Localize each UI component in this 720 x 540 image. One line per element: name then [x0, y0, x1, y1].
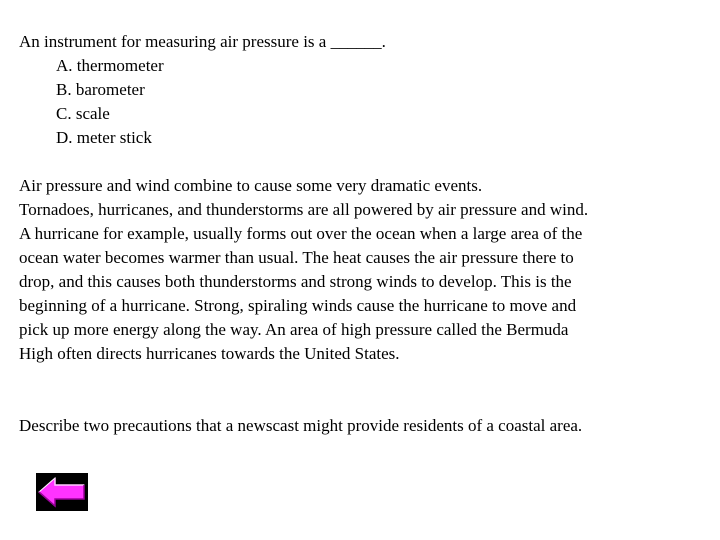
question-text: An instrument for measuring air pressure is a ______.	[19, 32, 386, 51]
passage-line: Air pressure and wind combine to cause some very dramatic events.	[19, 176, 483, 195]
passage	[19, 174, 709, 366]
option-a: A. thermometer	[56, 56, 164, 75]
left-arrow-icon	[36, 473, 88, 511]
option-d: D. meter stick	[56, 128, 152, 147]
passage-line: ocean water becomes warmer than usual. The heat causes the air pressure there to	[19, 248, 574, 267]
option-b: B. barometer	[56, 80, 145, 99]
passage-line: Tornadoes, hurricanes, and thunderstorms are all powered by air pressure and wind.	[19, 200, 589, 219]
passage-line: drop, and this causes both thunderstorms and strong winds to develop. This is the	[19, 272, 572, 291]
discussion-prompt: Describe two precautions that a newscast might provide residents of a coastal area.	[19, 416, 583, 435]
option-c: C. scale	[56, 104, 110, 123]
passage-line: beginning of a hurricane. Strong, spiraling winds cause the hurricane to move and	[19, 296, 577, 315]
passage-line: High often directs hurricanes towards the United States.	[19, 344, 400, 363]
passage-line: pick up more energy along the way. An area of high pressure called the Bermuda	[19, 320, 569, 339]
back-button[interactable]	[36, 473, 88, 511]
passage-line: A hurricane for example, usually forms out over the ocean when a large area of the	[19, 224, 583, 243]
